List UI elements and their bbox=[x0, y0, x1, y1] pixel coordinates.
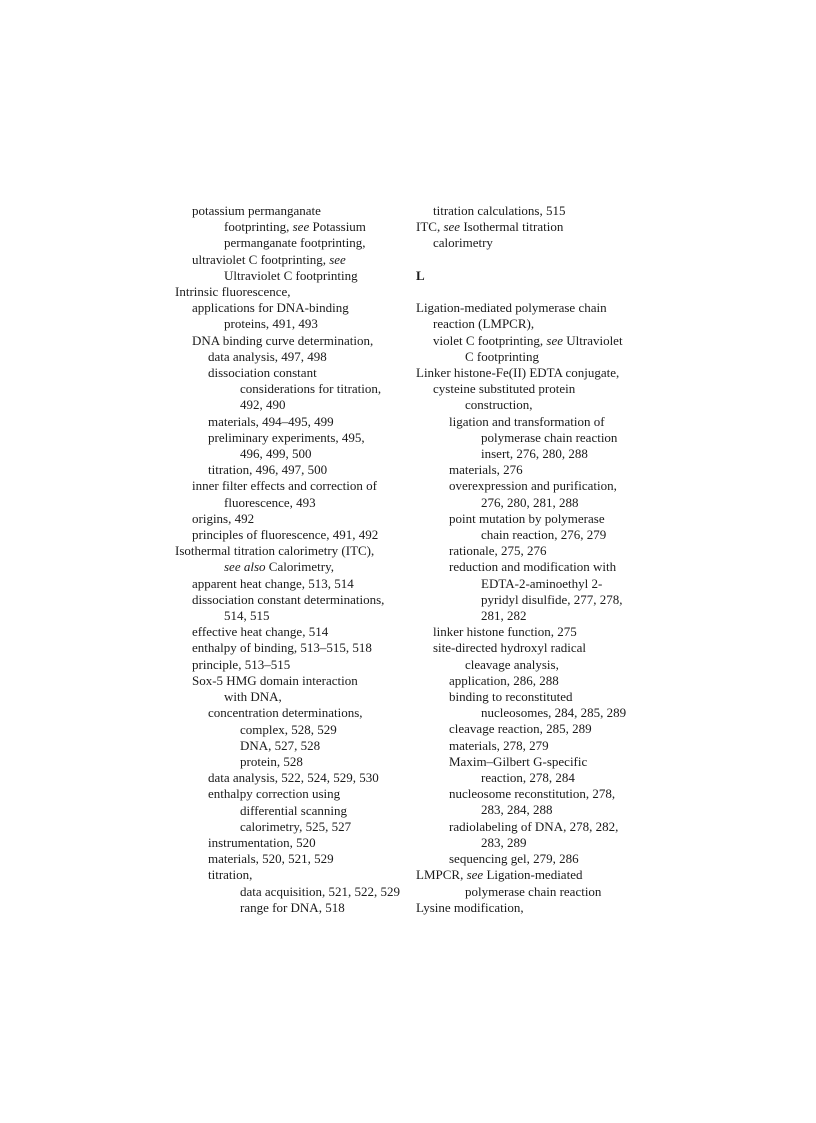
index-entry-line: reduction and modification with bbox=[449, 559, 617, 575]
cross-reference-keyword: see bbox=[292, 219, 310, 235]
index-entry-line: linker histone function, 275 bbox=[433, 624, 577, 640]
index-entry-line: 283, 284, 288 bbox=[481, 802, 553, 818]
index-entry-line: sequencing gel, 279, 286 bbox=[449, 851, 579, 867]
index-entry-text: Potassium bbox=[309, 219, 366, 235]
index-entry-line: enthalpy of binding, 513–515, 518 bbox=[192, 640, 372, 656]
index-entry-line: dissociation constant determinations, bbox=[192, 591, 385, 607]
index-entry-text: Calorimetry, bbox=[265, 559, 335, 575]
index-entry-line: construction, bbox=[465, 397, 533, 413]
index-entry-line bbox=[416, 219, 648, 235]
index-entry-line: titration, bbox=[208, 867, 253, 883]
index-entry-line: data analysis, 522, 524, 529, 530 bbox=[208, 770, 379, 786]
index-entry-line: Linker histone-Fe(II) EDTA conjugate, bbox=[416, 365, 620, 380]
index-entry-line: Sox-5 HMG domain interaction bbox=[192, 672, 358, 688]
index-entry-line: nucleosomes, 284, 285, 289 bbox=[481, 705, 627, 721]
index-entry-line: differential scanning bbox=[240, 802, 347, 818]
index-entry-line: polymerase chain reaction bbox=[465, 883, 602, 899]
index-entry-line: 283, 289 bbox=[481, 834, 527, 850]
index-entry-line: materials, 278, 279 bbox=[449, 737, 549, 753]
index-entry-line: potassium permanganate bbox=[192, 203, 321, 218]
cross-reference-keyword: see bbox=[443, 219, 461, 235]
index-entry-line: protein, 528 bbox=[240, 753, 303, 769]
index-entry-line: reaction (LMPCR), bbox=[433, 316, 535, 332]
cross-reference-keyword: see bbox=[466, 867, 484, 883]
index-entry-line: pyridyl disulfide, 277, 278, bbox=[481, 591, 623, 607]
index-entry-line: polymerase chain reaction bbox=[481, 429, 618, 445]
section-heading: L bbox=[416, 267, 425, 283]
index-entry-line: data acquisition, 521, 522, 529 bbox=[240, 883, 400, 899]
index-entry-text: Isothermal titration bbox=[460, 219, 564, 235]
index-entry-text: Ligation-mediated bbox=[483, 867, 583, 883]
index-entry-line: Isothermal titration calorimetry (ITC), bbox=[175, 543, 375, 559]
index-entry-text: Ultraviolet bbox=[563, 332, 623, 348]
index-entry-line: permanganate footprinting, bbox=[224, 235, 366, 251]
index-entry-line: 514, 515 bbox=[224, 608, 270, 624]
index-entry-line: Lysine modification, bbox=[416, 899, 524, 915]
index-entry-line: DNA binding curve determination, bbox=[192, 332, 374, 348]
index-entry-line: materials, 520, 521, 529 bbox=[208, 851, 334, 867]
index-entry-line: data analysis, 497, 498 bbox=[208, 348, 327, 364]
index-entry-line: materials, 276 bbox=[449, 462, 523, 478]
index-entry-line: principles of fluorescence, 491, 492 bbox=[192, 527, 379, 543]
index-entry-text: violet C footprinting, bbox=[433, 332, 547, 348]
index-entry-line: Ultraviolet C footprinting bbox=[224, 267, 358, 283]
index-entry-line: principle, 513–515 bbox=[192, 656, 291, 672]
index-entry-line: considerations for titration, bbox=[240, 381, 382, 397]
index-entry-line: site-directed hydroxyl radical bbox=[433, 640, 587, 656]
index-entry-line: insert, 276, 280, 288 bbox=[481, 446, 588, 462]
index-entry-text: ultraviolet C footprinting, bbox=[192, 251, 330, 267]
index-entry-line: dissociation constant bbox=[208, 365, 317, 381]
index-entry-line bbox=[416, 333, 648, 349]
index-entry-line: with DNA, bbox=[224, 689, 282, 705]
index-entry-line: origins, 492 bbox=[192, 510, 255, 526]
index-entry-line: Ligation-mediated polymerase chain bbox=[416, 300, 607, 316]
index-entry-line: nucleosome reconstitution, 278, bbox=[449, 786, 616, 802]
section-spacer bbox=[416, 252, 648, 268]
index-entry-line: Intrinsic fluorescence, bbox=[175, 284, 291, 300]
index-entry-line: titration, 496, 497, 500 bbox=[208, 462, 328, 478]
index-entry-line: applications for DNA-binding bbox=[192, 300, 349, 316]
index-entry-line: materials, 494–495, 499 bbox=[208, 413, 334, 429]
index-entry-line: chain reaction, 276, 279 bbox=[481, 527, 607, 543]
index-entry-line: 281, 282 bbox=[481, 608, 527, 624]
cross-reference-keyword: see also bbox=[224, 559, 266, 575]
index-entry-line: instrumentation, 520 bbox=[208, 834, 316, 850]
index-entry-line: effective heat change, 514 bbox=[192, 624, 329, 640]
index-entry-line: enthalpy correction using bbox=[208, 786, 341, 802]
cross-reference-keyword: see bbox=[329, 251, 346, 267]
index-entry-line: binding to reconstituted bbox=[449, 689, 573, 705]
index-entry-line: Maxim–Gilbert G-specific bbox=[449, 753, 588, 769]
index-entry-text: ITC, bbox=[416, 219, 444, 235]
index-entry-line bbox=[175, 252, 405, 268]
index-entry-line: EDTA-2-aminoethyl 2- bbox=[481, 575, 603, 591]
index-entry-line: rationale, 275, 276 bbox=[449, 543, 547, 559]
index-entry-line: range for DNA, 518 bbox=[240, 899, 345, 915]
index-entry-line: complex, 528, 529 bbox=[240, 721, 337, 737]
index-entry-line: fluorescence, 493 bbox=[224, 494, 316, 510]
index-entry-line: overexpression and purification, bbox=[449, 478, 617, 494]
cross-reference-keyword: see bbox=[546, 332, 563, 348]
index-entry-line: cysteine substituted protein bbox=[433, 381, 576, 397]
index-column-left bbox=[175, 203, 405, 916]
index-entry-line: 276, 280, 281, 288 bbox=[481, 494, 579, 510]
index-entry-line: C footprinting bbox=[465, 348, 540, 364]
index-entry-text: LMPCR, bbox=[416, 867, 467, 883]
index-entry-line: application, 286, 288 bbox=[449, 672, 559, 688]
index-entry-line: titration calculations, 515 bbox=[433, 203, 566, 218]
index-entry-line: cleavage analysis, bbox=[465, 656, 559, 672]
index-entry-line: DNA, 527, 528 bbox=[240, 737, 321, 753]
index-entry-line: cleavage reaction, 285, 289 bbox=[449, 721, 592, 737]
index-entry-line: concentration determinations, bbox=[208, 705, 363, 721]
section-spacer bbox=[416, 284, 648, 300]
index-entry-line: inner filter effects and correction of bbox=[192, 478, 377, 494]
index-entry-line: 492, 490 bbox=[240, 397, 286, 413]
index-entry-line: calorimetry bbox=[433, 235, 493, 251]
index-column-right bbox=[416, 203, 648, 916]
index-entry-text: footprinting, bbox=[224, 219, 293, 235]
index-entry-line bbox=[175, 219, 405, 235]
index-entry-line bbox=[175, 559, 405, 575]
index-entry-line bbox=[416, 867, 648, 883]
index-entry-line: radiolabeling of DNA, 278, 282, bbox=[449, 818, 619, 834]
index-entry-line: ligation and transformation of bbox=[449, 413, 605, 429]
index-entry-line: reaction, 278, 284 bbox=[481, 770, 575, 786]
index-entry-line: proteins, 491, 493 bbox=[224, 316, 318, 332]
index-entry-line: calorimetry, 525, 527 bbox=[240, 818, 352, 834]
index-entry-line: 496, 499, 500 bbox=[240, 446, 312, 462]
index-entry-line: point mutation by polymerase bbox=[449, 510, 605, 526]
index-entry-line: apparent heat change, 513, 514 bbox=[192, 575, 354, 591]
index-entry-line: preliminary experiments, 495, bbox=[208, 429, 365, 445]
